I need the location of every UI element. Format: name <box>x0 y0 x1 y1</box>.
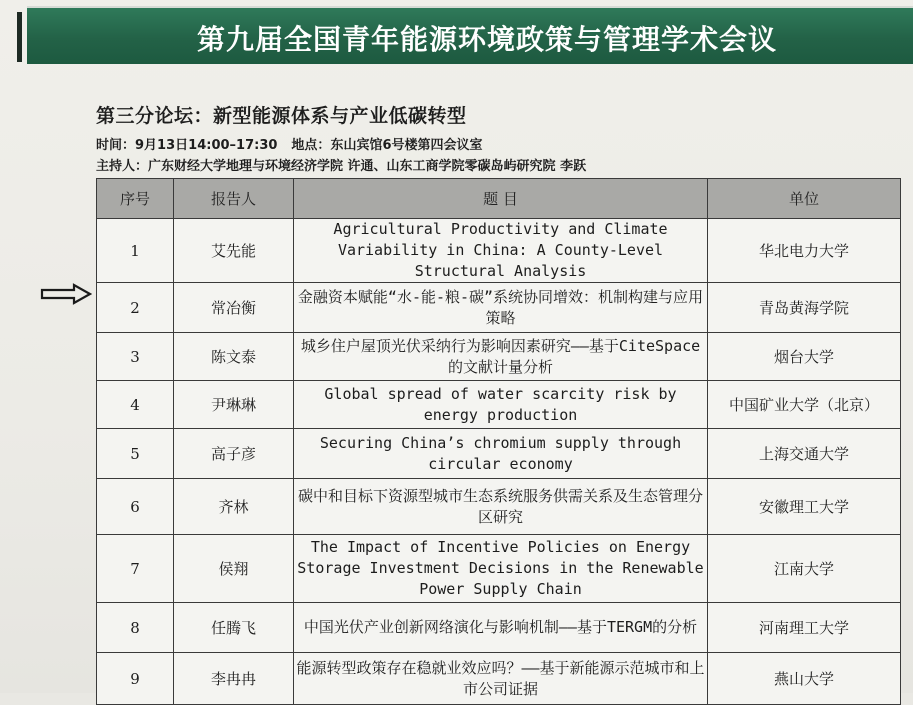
row-org: 青岛黄海学院 <box>708 283 901 333</box>
table-row <box>97 603 901 653</box>
time-label: 时间： <box>96 138 136 153</box>
row-speaker: 艾先能 <box>174 219 294 283</box>
row-org: 华北电力大学 <box>708 219 901 283</box>
row-title: Agricultural Productivity and Climate Variability in China: A County-Level Structural Analysis <box>294 219 708 283</box>
location-label: 地点： <box>291 138 331 153</box>
table-row <box>97 653 901 705</box>
host-label: 主持人： <box>96 159 149 174</box>
table-row <box>97 333 901 381</box>
row-speaker: 陈文泰 <box>174 333 294 381</box>
header-no: 序号 <box>97 179 174 219</box>
header-title: 题 目 <box>294 179 708 219</box>
session-hosts: 广东财经大学地理与环境经济学院 许通、山东工商学院零碳岛屿研究院 李跃 <box>148 159 587 174</box>
row-no: 2 <box>97 283 174 333</box>
session-location: 东山宾馆6号楼第四会议室 <box>330 138 483 153</box>
table-row <box>97 283 901 333</box>
row-no: 4 <box>97 381 174 429</box>
header-org: 单位 <box>708 179 901 219</box>
row-org: 烟台大学 <box>708 333 901 381</box>
table-header-row <box>97 179 901 219</box>
table-row <box>97 535 901 603</box>
conference-banner <box>27 6 913 64</box>
table-row <box>97 429 901 479</box>
row-speaker: 任腾飞 <box>174 603 294 653</box>
row-title: 中国光伏产业创新网络演化与影响机制——基于TERGM的分析 <box>294 603 708 653</box>
right-arrow-icon <box>40 283 92 305</box>
row-no: 7 <box>97 535 174 603</box>
table-row <box>97 381 901 429</box>
row-no: 1 <box>97 219 174 283</box>
row-title: The Impact of Incentive Policies on Energy Storage Investment Decisions in the Renewable Power Supply Chain <box>294 535 708 603</box>
row-title: Global spread of water scarcity risk by energy production <box>294 381 708 429</box>
row-no: 5 <box>97 429 174 479</box>
row-no: 9 <box>97 653 174 705</box>
row-title: 碳中和目标下资源型城市生态系统服务供需关系及生态管理分区研究 <box>294 479 708 535</box>
row-org: 燕山大学 <box>708 653 901 705</box>
row-title: 城乡住户屋顶光伏采纳行为影响因素研究——基于CiteSpace的文献计量分析 <box>294 333 708 381</box>
row-no: 3 <box>97 333 174 381</box>
table-row <box>97 479 901 535</box>
forum-title: 第三分论坛：新型能源体系与产业低碳转型 <box>96 105 467 127</box>
row-speaker: 常冶衡 <box>174 283 294 333</box>
row-speaker: 齐林 <box>174 479 294 535</box>
row-speaker: 侯翔 <box>174 535 294 603</box>
session-info <box>96 134 482 153</box>
row-speaker: 李冉冉 <box>174 653 294 705</box>
row-org: 中国矿业大学（北京） <box>708 381 901 429</box>
row-title: 能源转型政策存在稳就业效应吗？——基于新能源示范城市和上市公司证据 <box>294 653 708 705</box>
row-org: 江南大学 <box>708 535 901 603</box>
row-no: 8 <box>97 603 174 653</box>
row-speaker: 尹琳琳 <box>174 381 294 429</box>
row-speaker: 高子彦 <box>174 429 294 479</box>
row-org: 安徽理工大学 <box>708 479 901 535</box>
row-title: 金融资本赋能“水-能-粮-碳”系统协同增效：机制构建与应用策略 <box>294 283 708 333</box>
header-speaker: 报告人 <box>174 179 294 219</box>
left-rule <box>17 12 22 62</box>
host-info <box>96 155 586 174</box>
conference-title: 第九届全国青年能源环境政策与管理学术会议 <box>197 23 778 56</box>
session-time: 9月13日14:00–17:30 <box>135 138 278 153</box>
row-title: Securing China’s chromium supply through circular economy <box>294 429 708 479</box>
row-org: 上海交通大学 <box>708 429 901 479</box>
row-no: 6 <box>97 479 174 535</box>
row-org: 河南理工大学 <box>708 603 901 653</box>
schedule-table <box>96 178 901 705</box>
table-row <box>97 219 901 283</box>
